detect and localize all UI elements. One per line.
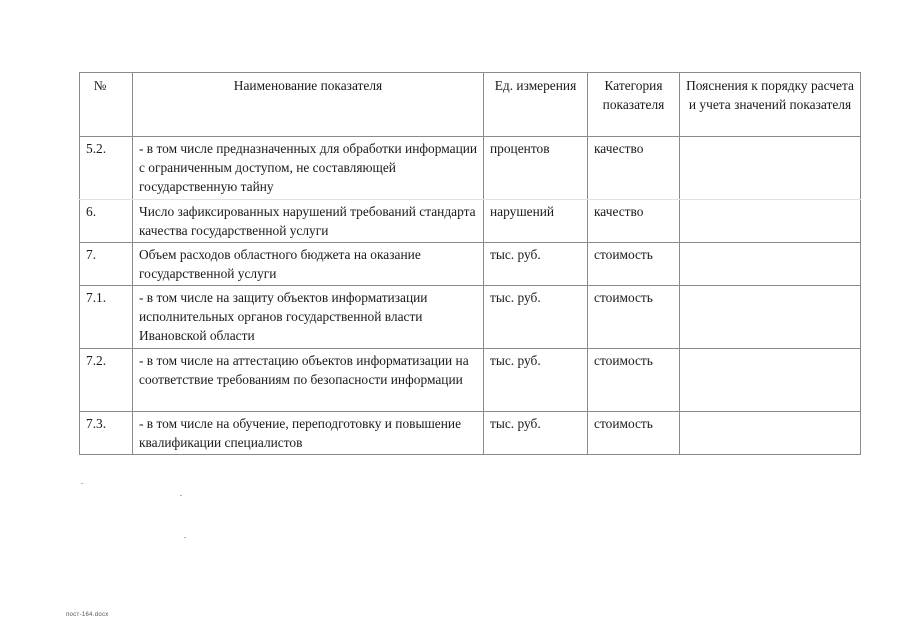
- row-name: - в том числе на аттестацию объектов информатизации на соответствие требованиям по безопасности информации: [133, 349, 484, 412]
- scan-speck: [81, 483, 83, 484]
- header-category: Категория показателя: [588, 73, 680, 137]
- indicators-table: [79, 72, 861, 455]
- row-unit: тыс. руб.: [484, 286, 588, 349]
- header-name: Наименование показателя: [133, 73, 484, 137]
- row-num: 7.3.: [80, 412, 133, 455]
- row-unit: тыс. руб.: [484, 349, 588, 412]
- table-header: [80, 73, 861, 137]
- table-row: [80, 286, 861, 349]
- header-row: [80, 73, 861, 137]
- row-category: стоимость: [588, 286, 680, 349]
- row-num: 7.2.: [80, 349, 133, 412]
- row-notes: [680, 137, 861, 200]
- row-category: качество: [588, 200, 680, 243]
- row-name: - в том числе предназначенных для обработки информации с ограниченным доступом, не составляющей государственную тайну: [133, 137, 484, 200]
- footer-file-name: пост-164.docx: [66, 612, 109, 618]
- table-row: [80, 243, 861, 286]
- row-unit: процентов: [484, 137, 588, 200]
- row-notes: [680, 243, 861, 286]
- row-unit: тыс. руб.: [484, 243, 588, 286]
- row-notes: [680, 200, 861, 243]
- row-name: Объем расходов областного бюджета на оказание государственной услуги: [133, 243, 484, 286]
- table-row: [80, 349, 861, 412]
- row-num: 5.2.: [80, 137, 133, 200]
- scan-speck: [184, 537, 186, 538]
- row-name: - в том числе на обучение, переподготовку и повышение квалификации специалистов: [133, 412, 484, 455]
- row-num: 7.1.: [80, 286, 133, 349]
- table-body: [80, 137, 861, 455]
- row-unit: нарушений: [484, 200, 588, 243]
- header-num: №: [80, 73, 133, 137]
- row-num: 7.: [80, 243, 133, 286]
- header-notes: Пояснения к порядку расчета и учета значений показателя: [680, 73, 861, 137]
- row-category: качество: [588, 137, 680, 200]
- row-category: стоимость: [588, 349, 680, 412]
- row-notes: [680, 349, 861, 412]
- row-num: 6.: [80, 200, 133, 243]
- row-notes: [680, 412, 861, 455]
- scan-speck: [180, 495, 182, 496]
- row-name: - в том числе на защиту объектов информатизации исполнительных органов государственной власти Ивановской области: [133, 286, 484, 349]
- row-category: стоимость: [588, 243, 680, 286]
- row-unit: тыс. руб.: [484, 412, 588, 455]
- row-notes: [680, 286, 861, 349]
- row-category: стоимость: [588, 412, 680, 455]
- table-row: [80, 200, 861, 243]
- table-row: [80, 412, 861, 455]
- table-row: [80, 137, 861, 200]
- header-unit: Ед. измерения: [484, 73, 588, 137]
- row-name: Число зафиксированных нарушений требований стандарта качества государственной услуги: [133, 200, 484, 243]
